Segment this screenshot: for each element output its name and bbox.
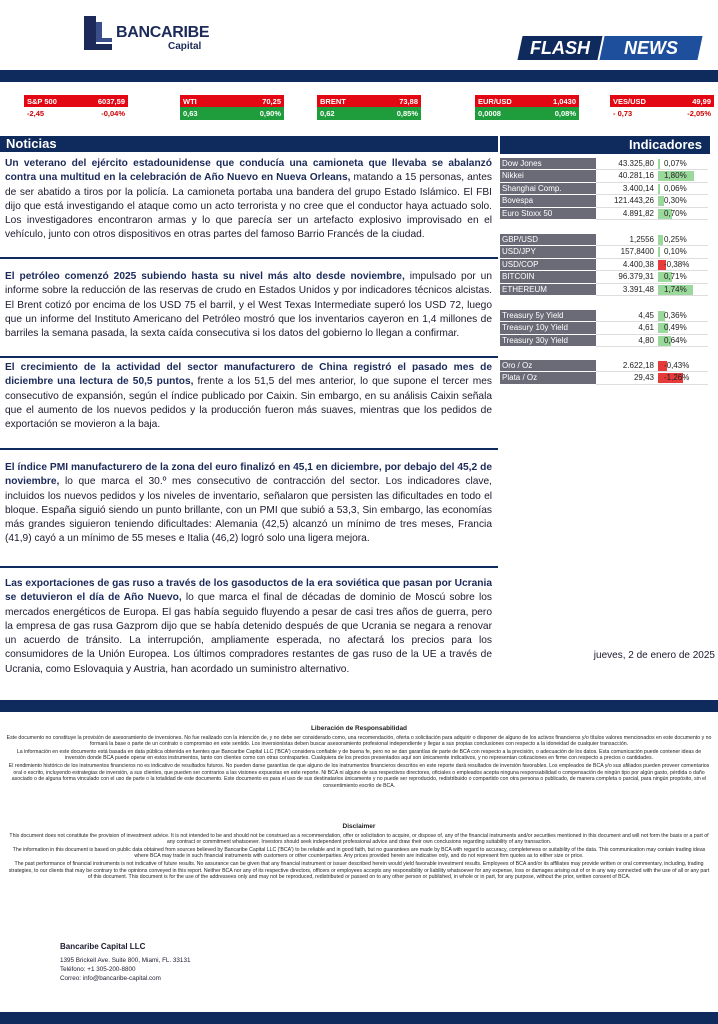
indicator-row [500,158,710,170]
indicator-value: 157,8400 [596,246,658,258]
indicator-row [500,310,710,322]
news-item [5,577,492,677]
news-word: NEWS [599,36,702,60]
indicator-change [658,246,708,258]
ticker-change: 0,63 [183,109,198,118]
company-phone: Teléfono: +1 305-200-8800 [60,966,136,973]
indicator-row [500,360,710,372]
ticker-pct: 0,90% [259,109,281,118]
indicator-row [500,208,710,220]
indicator-change-text: 0,71% [664,272,687,282]
news-divider [0,566,498,568]
indicator-change-text: 0,06% [664,183,687,193]
indicator-name: Treasury 30y Yield [500,335,596,347]
ticker-value: 70,25 [262,96,281,106]
disclaimer-es-title: Liberación de Responsabilidad [310,725,408,732]
company-email[interactable]: Correo: info@bancaribe-capital.com [60,975,161,982]
contact-block [60,942,360,983]
ticker-name: S&P 500 [27,96,57,106]
indicators-equities [500,158,710,220]
indicator-name: Nikkei [500,170,596,182]
news-lead: El índice PMI manufacturero de la zona del euro finalizó en 45,1 en diciembre, por debajo del 45,2 de noviembre, [5,462,492,488]
indicator-value: 4.400,38 [596,259,658,271]
news-section-header: Noticias [0,136,498,152]
disclaimer-en-title: Disclaimer [342,823,376,830]
indicator-row [500,335,710,347]
ticker-change: -2,45 [27,109,45,118]
ticker-pct: 0,08% [554,109,576,118]
indicator-value: 3.391,48 [596,284,658,296]
indicator-change-text: 1,80% [664,171,687,181]
ticker-wti [180,95,284,121]
indicator-row [500,195,710,207]
indicator-change-bar [658,235,663,245]
ticker-change: 0,0008 [478,109,501,118]
indicator-value: 43.325,80 [596,158,658,170]
indicators-fx-crypto [500,234,710,296]
ticker-eurusd [475,95,579,121]
indicators-treasuries [500,310,710,347]
ticker-name: EUR/USD [478,96,512,106]
indicator-change-text: 0,70% [664,208,687,218]
indicator-row [500,259,710,271]
report-date: jueves, 2 de enero de 2025 [593,650,715,661]
disclaimer-paragraph: La información en este documento está basada en data pública obtenida en fuentes que Bancaribe Capital LLC ('BCA') considera confiable y de buena fe, pero no se dan garantías de parte de BCA con respecto a la precisión, o adecuación de los datos. Esta comunicación puede contener ideas de inversión donde BCA puede operar en estos instrumentos, tanto con clientes como con otras contrapartes. Cualquiera de los precios presentados aquí son únicamente indicativos, y no representan cotizaciones en firme con respecto a precios o cantidades. [16,748,702,762]
disclaimer-en [6,824,712,882]
news-lead: Las exportaciones de gas ruso a través de los gasoductos de la era soviética que pasan por Ucrania se detuvieron el día de Año Nuevo, [5,578,492,604]
indicator-change-text: -1,26% [664,373,690,383]
indicator-change-text: 0,07% [664,159,687,168]
indicator-change [658,195,708,207]
brand-name: BANCARIBE [116,24,210,41]
indicator-change-text: -0,43% [664,361,690,370]
indicator-name: USD/JPY [500,246,596,258]
ticker-name: WTI [183,96,197,106]
indicator-change [658,360,708,372]
indicator-change-text: 0,36% [664,311,687,320]
indicator-row [500,372,710,384]
company-address: 1395 Brickell Ave. Suite 800, Miami, FL. 33131 [60,957,191,964]
indicator-change [658,335,708,347]
indicator-change [658,158,708,170]
indicators-metals [500,360,710,385]
indicator-change-bar [658,247,660,257]
ticker-brent [317,95,421,121]
indicator-row [500,183,710,195]
indicator-value: 4,80 [596,335,658,347]
ticker-sp500 [24,95,128,121]
top-bar [0,70,718,82]
indicator-value: 40.281,16 [596,170,658,182]
indicator-change-bar [658,159,660,169]
disclaimer-paragraph: Este documento no constituye la provisión de asesoramiento de inversiones. No fue realizado con la intención de, y no debe ser considerado como, una recomendación, oferta o solicitación para adquirir o disponer de alguno de los activos financieros y/o títulos valores mencionados en este documento y no formará la base o parte de un contrato o compromiso en este sentido. Los inversionistas deben buscar asesoramiento profesional independiente y llegar a sus propias conclusiones con respecto a la idoneidad de cualquier transacción. [6,734,712,748]
news-body: impulsado por un informe sobre la reducción de las reservas de crudo en Estados Unidos y por indicadores técnicos alcistas. El Brent cotizó por encima de los USD 75 el barril, y el West Texas Intermediate superó los USD 72, luego que un informe del Instituto Americano del Petróleo mostró que los inventarios cayeron en 1,4 millones de barriles la semana pasada, la sexta caída consecutiva si los datos del gobierno lo llegan a confirmar. [5,271,492,340]
indicator-value: 3.400,14 [596,183,658,195]
indicator-name: GBP/USD [500,234,596,246]
news-lead: Un veterano del ejército estadounidense que conducía una camioneta que llevaba se abalanzó contra una multitud en la celebración de Año Nuevo en Nueva Orleans, [5,158,492,184]
bancaribe-logo-icon [82,14,114,52]
flash-word: FLASH [517,36,602,60]
ticker-value: 49,99 [692,96,711,106]
news-divider [0,257,498,259]
news-divider [0,448,498,450]
indicator-change-text: 0,64% [664,335,687,345]
bottom-bar [0,700,718,712]
ticker-value: 1,0430 [553,96,576,106]
indicator-change [658,234,708,246]
news-lead: El crecimiento de la actividad del sector manufacturero de China registró el pasado mes de diciembre una lectura de 50,5 puntos, [5,362,492,388]
indicator-name: Oro / Oz [500,360,596,372]
indicator-value: 4,61 [596,322,658,334]
bancaribe-logo [82,14,222,54]
indicator-name: ETHEREUM [500,284,596,296]
indicator-row [500,234,710,246]
indicator-name: BITCOIN [500,271,596,283]
indicator-change-text: 0,10% [664,247,687,257]
news-body: frente a los 51,5 del mes anterior, lo que supone el tercer mes consecutivo de expansión, según el índice publicado por Caixin. Sin embargo, en su análisis Caixin señala que el aumento de los nuevos pedidos y la producción fueron más suaves, mientras que los pedidos de exportación se movieron a la baja. [5,376,493,431]
indicator-row [500,246,710,258]
indicator-name: Bovespa [500,195,596,207]
ticker-value: 6037,59 [97,96,125,106]
indicator-value: 29,43 [596,372,658,384]
indicator-change-text: 0,25% [664,235,687,244]
ticker-name: VES/USD [613,96,646,106]
ticker-name: BRENT [320,96,346,106]
indicator-value: 1,2556 [596,234,658,246]
brand-sub: Capital [168,41,202,52]
indicator-name: Shanghai Comp. [500,183,596,195]
indicator-change [658,259,708,271]
indicator-value: 96.379,31 [596,271,658,283]
ticker-vesusd [610,95,714,121]
indicators-section-header: Indicadores [500,136,710,154]
ticker-change: 0,62 [320,109,335,118]
indicator-change-text: -0,38% [664,259,690,269]
indicator-name: Treasury 5y Yield [500,310,596,322]
disclaimer-paragraph: This document does not constitute the provision of investment advice. It is not intended to be and should not be construed as a recommendation, offer or solicitation to acquire, or dispose of, any of the financial instruments and/or securities mentioned in this document and will not form the basis or a part of any contract or commitment whatsoever. Investors should seek independent professional advice and draw their own conclusions regarding suitability of any transaction. [9,832,709,846]
indicator-value: 4,45 [596,310,658,322]
indicator-name: Treasury 10y Yield [500,322,596,334]
indicator-change [658,310,708,322]
news-item [5,270,492,341]
company-name: Bancaribe Capital LLC [60,942,146,951]
disclaimer-paragraph: El rendimiento histórico de los instrumentos financieros no es indicativo de resultados futuros. No pueden darse garantías de que alguno de los instrumentos financieros descritos en este reporte dará resultados de inversión favorables. Los empleados de BCA y/o sus afiliados pueden proveer comentarios oral o escrito, incluyendo estrategias de inversión, a sus clientes, que pueden ser contrarios a las visiones expuestas en este reporte. Ni BCA ni alguno de sus respectivos directores, oficiales o empleados acepta ninguna responsabilidad o compensación de ningún tipo por algún gasto, pérdida o daño asociado o de alguna forma vinculado con el uso de parte o la totalidad de este documento. Este documento es para el uso de sus destinatarios únicamente y no puede ser reproducido, redistribuido o compartido con otra persona o publicado, de manera completa o parcial, para ningún propósito, sin el consentimiento escrito de BCA. [8,762,710,789]
indicator-change [658,372,708,384]
ticker-pct: -0,04% [101,109,125,118]
indicator-row [500,170,710,182]
ticker-value: 73,88 [399,96,418,106]
news-body: matando a 15 personas, antes de ser abatido a tiros por la policía. La camioneta portaba una bandera del grupo Estado Islámico. El FBI dijo que está investigando el ataque como un acto terrorista y no cree que el conductor haya actuado solo. Los investigadores encontraron armas y lo que parecía ser un artefacto explosivo improvisado en el vehículo, junto con otros dispositivos en otras partes del famoso Barrio Francés de la ciudad. [5,172,492,241]
ticker-change: - 0,73 [613,109,633,118]
news-body: lo que marca el 30.º mes consecutivo de contracción del sector. Los indicadores clave, incluidos los nuevos pedidos y los niveles de inventario, señalaron que persisten las dificultades en todo el bloque. España siguió siendo un punto brillante, con un PMI que subió a 53,3, Sin embargo, las economías más grandes siguieron teniendo dificultades: Alemania (42,5) alcanzó un mínimo de tres meses, Francia (41,9) cayó a un mínimo de 55 meses e Italia (46,2) logró solo una ligera mejora. [5,476,492,545]
indicator-change [658,284,708,296]
indicator-change [658,183,708,195]
indicator-name: USD/COP [500,259,596,271]
indicator-change [658,322,708,334]
news-item [5,361,492,432]
indicator-value: 4.891,82 [596,208,658,220]
indicator-value: 121.443,26 [596,195,658,207]
news-item [5,157,492,243]
indicator-value: 2.622,18 [596,360,658,372]
news-divider [0,356,498,358]
news-lead: El petróleo comenzó 2025 subiendo hasta su nivel más alto desde noviembre, [5,271,405,282]
indicator-change-text: 0,49% [664,323,687,333]
disclaimer-es [6,726,712,790]
indicator-change [658,170,708,182]
indicator-row [500,284,710,296]
indicator-change-text: 1,74% [664,284,687,294]
news-item [5,461,492,547]
news-body: lo que marca el final de décadas de dominio de Moscú sobre los mercados energéticos de Europa. El gas había seguido fluyendo a pesar de casi tres años de guerra, pero la empresa de gas rusa Gazprom dijo que se había detenido después de que Ucrania se negara a renovar un acuerdo de tránsito. La interrupción, ampliamente esperada, no afectará los precios para los consumidores de la Unión Europea. Los últimos compradores restantes de gas ruso de la UE a través de Ucrania, como Eslovaquia y Austria, han acordado un suministro alternativo. [5,592,493,675]
indicator-row [500,271,710,283]
footer-bar [0,1012,718,1024]
ticker-pct: 0,85% [396,109,418,118]
indicator-change [658,271,708,283]
indicator-change [658,208,708,220]
indicator-row [500,322,710,334]
indicator-name: Plata / Oz [500,372,596,384]
indicator-change-bar [658,184,660,194]
ticker-pct: -2,05% [687,109,711,118]
flash-news-banner [520,36,700,60]
indicator-name: Euro Stoxx 50 [500,208,596,220]
disclaimer-paragraph: The information in this document is based on public data obtained from sources believed by Bancaribe Capital LLC ('BCA') to be reliable and in good faith, but no guarantees are made by BCA with regard to accuracy, completeness or suitability of the data. This communication may contain trading ideas where BCA may trade in such financial instruments with customers or other counterparties. Any prices provided herein are indicative only, and do not represent firm quotes as to either size or price. [12,846,706,860]
indicator-name: Dow Jones [500,158,596,170]
disclaimer-paragraph: The past performance of financial instruments is not indicative of future results. No assurance can be given that any financial instrument or issuer described herein would yield favorable investment results. Employees of BCA and/or its affiliates may provide written or oral commentary, including, trading strategies, to our clients that may be contrary to the opinions conveyed in this report. Neither BCA nor any of its respective directors, officers or employees accepts any responsibility or liability whatsoever for any expense, loss or damages arising out of or in any way connected with the use of all or any part of this document. This document is for the use of the addressees only and may not be reproduced, redistributed or passed on to any other person or published, in whole or in part, for any purpose, without the prior, written consent of BCA. [8,860,710,881]
indicator-change-text: 0,30% [664,196,687,206]
